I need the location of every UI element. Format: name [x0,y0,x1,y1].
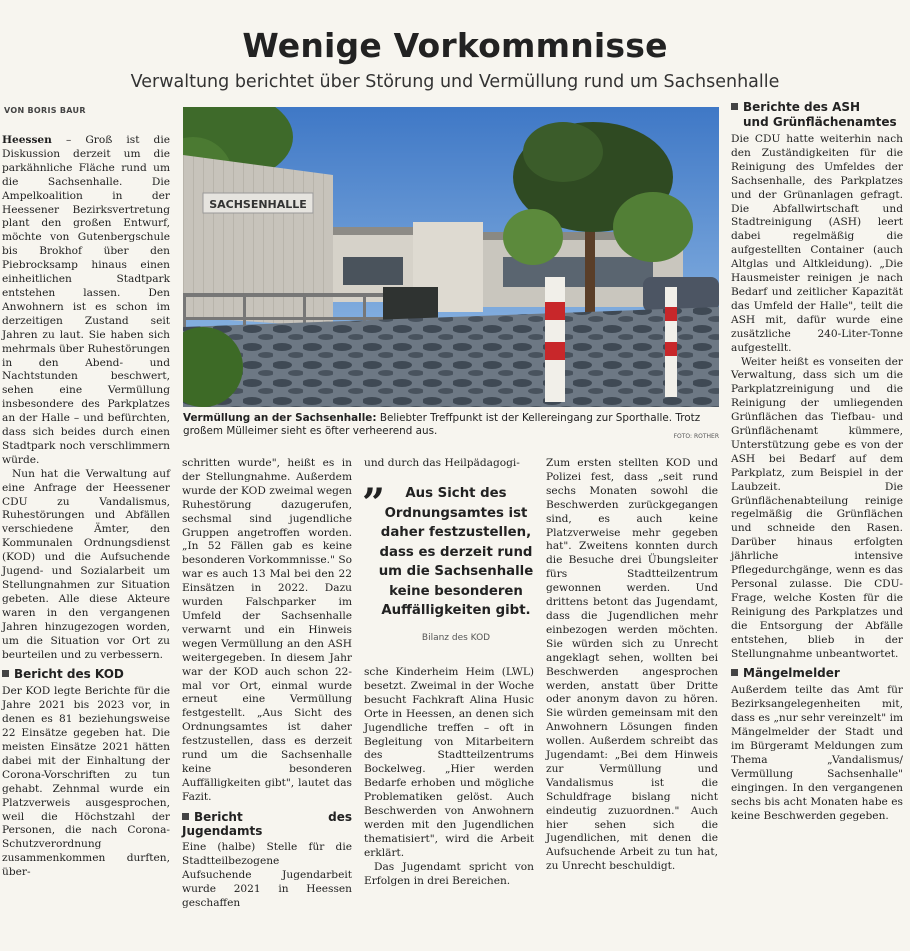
section-heading-text: Mängelmelder [743,666,840,681]
paragraph: Zum ersten stellten KOD und Polizei fest, dass „seit rund sechs Monaten sowohl die Beschwerden zurückgegangen sind, es auch keine Platzverweise mehr gegeben hat". Zweitens konnten durch die Besuche drei Übungsleiter fürs Stadtteilzentrum gewonnen werden. Und drittens betont das Jugendamt, dass die Jugendlichen mehr einbezogen werden möchten. Sie würden sich zu Unrecht angeklagt sehen, wollten bei Beschwerden angesprochen werden, anstatt über Dritte oder anonym davon zu hören. Sie würden gemeinsam mit den Anwohnern Lösungen finden wollen. Außerdem schreibt das Jugendamt: „Bei dem Hinweis zur Vermüllung und Vandalismus ist die Schuldfrage bislang nicht eindeutig zuzuordnen." Auch hier sehen sich die Jugendlichen, mit denen die Aufsuchende Arbeit zu tun hat, zu Unrecht beschuldigt. [546,457,718,873]
photo-credit: FOTO: ROTHER [673,433,719,440]
sachsenhalle-photo [183,107,719,407]
section-heading-text: Bericht des Jugendamts [182,809,352,838]
bullet-square-icon [731,103,738,110]
column-5 [731,100,903,823]
headline: Wenige Vorkommnisse [242,26,668,65]
paragraph: Die CDU hatte weiterhin nach den Zuständigkeiten für die Reinigung des Umfeldes der Sachsenhalle, des Parkplatzes und der Grünanlagen gefragt. Die Abfallwirtschaft und Stadtreinigung (ASH) leert dabei regelmäßig die aufgestellten Container (auch Altglas und Altkleidung). „Die Hausmeister reinigen je nach Bedarf und zeitlicher Kapazität das Umfeld der Halle", teilt die ASH mit, dafür wurde eine zusätzliche 240-Liter-Tonne aufgestellt. [731,133,903,354]
section-heading-text: Berichte des ASH [743,100,861,114]
section-heading-text: Bericht des KOD [14,667,124,682]
column-3 [364,666,534,889]
paragraph: Das Jugendamt spricht von Erfolgen in drei Bereichen. [364,860,534,887]
column-1 [2,134,170,880]
section-heading [731,667,903,681]
dateline: Heessen [2,134,52,146]
section-heading-text: und Grünflächenamtes [743,115,897,129]
bullet-square-icon [2,670,9,677]
pull-quote-text: Aus Sicht des Ordnungsamtes ist daher festzustellen, dass es derzeit rund um die Sachsenhalle keine besonderen Auffälligkeiten gibt. [378,486,534,618]
bullet-square-icon [731,669,738,676]
article-photo [183,107,719,407]
section-heading [2,668,170,682]
building-sign: SACHSENHALLE [209,198,307,211]
byline: VON BORIS BAUR [4,106,86,115]
subheadline: Verwaltung berichtet über Störung und Vermüllung rund um Sachsenhalle [130,72,780,92]
bullet-square-icon [182,813,189,820]
column-3-top [364,457,534,471]
paragraph: Außerdem teilte das Amt für Bezirksangelegenheiten mit, dass es „nur sehr vereinzelt" im Mängelmelder der Stadt und im Bürgeramt Meldungen zum Thema „Vandalismus/ Vermüllung Sachsenhalle" eingingen. In den vergangenen sechs bis acht Monaten habe es keine Beschwerden gegeben. [731,684,903,822]
top-edge [0,0,910,6]
section-heading [731,100,903,130]
paragraph: Nun hat die Verwaltung auf eine Anfrage der Heessener CDU zu Vandalismus, Ruhestörungen und Abfällen verschiedene Ämter, den Kommunalen Ordnungsdienst (KOD) und die Aufsuchende Jugend- und Sozialarbeit um Stellungnahmen zur Situation gebeten. Alle diese Akteure waren in den vergangenen Jahren hinzugezogen worden, um die Situation vor Ort zu beurteilen und zu verbessern. [2,467,170,661]
paragraph: und durch das Heilpädagogi- [364,457,520,469]
paragraph-text: – Groß ist die Diskussion derzeit um die parkähnliche Fläche rund um die Sachsenhalle. Die Ampelkoalition in der Heessener Bezirksvertretung plant den großen Entwurf, möchte von Gutenbergschule bis Brokhof über den Piebrocksamp hinaus einen einheitlichen Stadtpark entstehen lassen. Den Anwohnern ist es schon im derzeitigen Zustand seit Jahren zu laut. Sie haben sich mehrmals über Ruhestörungen in den Abend- und Nachtstunden beschwert, sehen eine Vermüllung insbesondere des Parkplatzes an der Halle – und befürchten, dass sich beides durch einen Stadtpark noch verschlimmern würde. [2,134,170,466]
quote-mark-icon: ” [362,480,386,527]
section-heading [182,811,352,839]
paragraph: Weiter heißt es vonseiten der Verwaltung, dass sich um die Parkplatzreinigung und die Reinigung der umliegenden Grünflächen das Tiefbau- und Grünflächenamt kümmere, Unterstützung gebe es von der ASH bei Bedarf auf dem Parkplatz, zum Beispiel in der Laubzeit. Die Grünflächenabteilung reinige regelmäßig die Grünflächen und schneide den Rasen. Darüber hinaus erfolgten jährliche intensive Pflegedurchgänge, wenn es das Personal zulasse. Die CDU-Frage, welche Kosten für die Reinigung des Parkplatzes und die Entsorgung der Abfälle entstehen, blieb in der Stellungnahme unbeantwortet. [731,355,903,660]
photo-caption [183,412,719,438]
column-2 [182,457,352,911]
paragraph: Eine (halbe) Stelle für die Stadtteilbezogene Aufsuchende Jugendarbeit wurde 2021 in Heessen geschaffen [182,841,352,910]
paragraph [2,134,170,468]
paragraph: Der KOD legte Berichte für die Jahre 2021 bis 2023 vor, in denen es 81 beziehungsweise 22 Einsätze gegeben hat. Die meisten Einsätze 2021 hätten dabei mit der Einhaltung der Corona-Vorschriften zu tun gehabt. Zehnmal wurde ein Platzverweis ausgesprochen, weil die Höchstzahl der Personen, die nach Corona-Schutzverordnung zusammenkommen durften, über- [2,685,170,879]
caption-text: Beliebter Treffpunkt ist der Kellereingang zur Sporthalle. Trotz großem Mülleimer sieht es öfter verheerend aus. [183,412,701,437]
paragraph: sche Kinderheim Heim (LWL) besetzt. Zweimal in der Woche besucht Fachkraft Alina Husic Orte in Heessen, an denen sich Jugendliche treffen – oft in Begleitung von Mitarbeitern des Stadtteilzentrums Bockelweg. „Hier werden Bedarfe erhoben und mögliche Problematiken gelöst. Auch Beschwerden von Anwohnern werden mit den Jugendlichen thematisiert", wird die Arbeit erklärt. [364,666,534,859]
pull-quote [360,480,540,643]
column-4 [546,457,718,874]
pull-quote-source: Bilanz des KOD [421,632,491,643]
caption-lead: Vermüllung an der Sachsenhalle: [183,412,377,424]
paragraph: schritten wurde", heißt es in der Stellungnahme. Außerdem wurde der KOD zweimal wegen Ruhestörung dazugerufen, sechsmal sind jugendliche Gruppen angetroffen worden. „In 52 Fällen gab es keine besonderen Vorkommnisse." So war es auch 13 Mal bei den 22 Einsätzen in 2022. Dazu wurden Falschparker im Umfeld der Sachsenhalle verwarnt und ein Hinweis wegen Vermüllung an den ASH weitergegeben. In diesem Jahr war der KOD auch schon 22-mal vor Ort, einmal wurde erneut eine Vermüllung festgestellt. „Aus Sicht des Ordnungsamtes ist daher festzustellen, dass es derzeit rund um die Sachsenhalle keine besonderen Auffälligkeiten gibt", lautet das Fazit. [182,457,352,803]
